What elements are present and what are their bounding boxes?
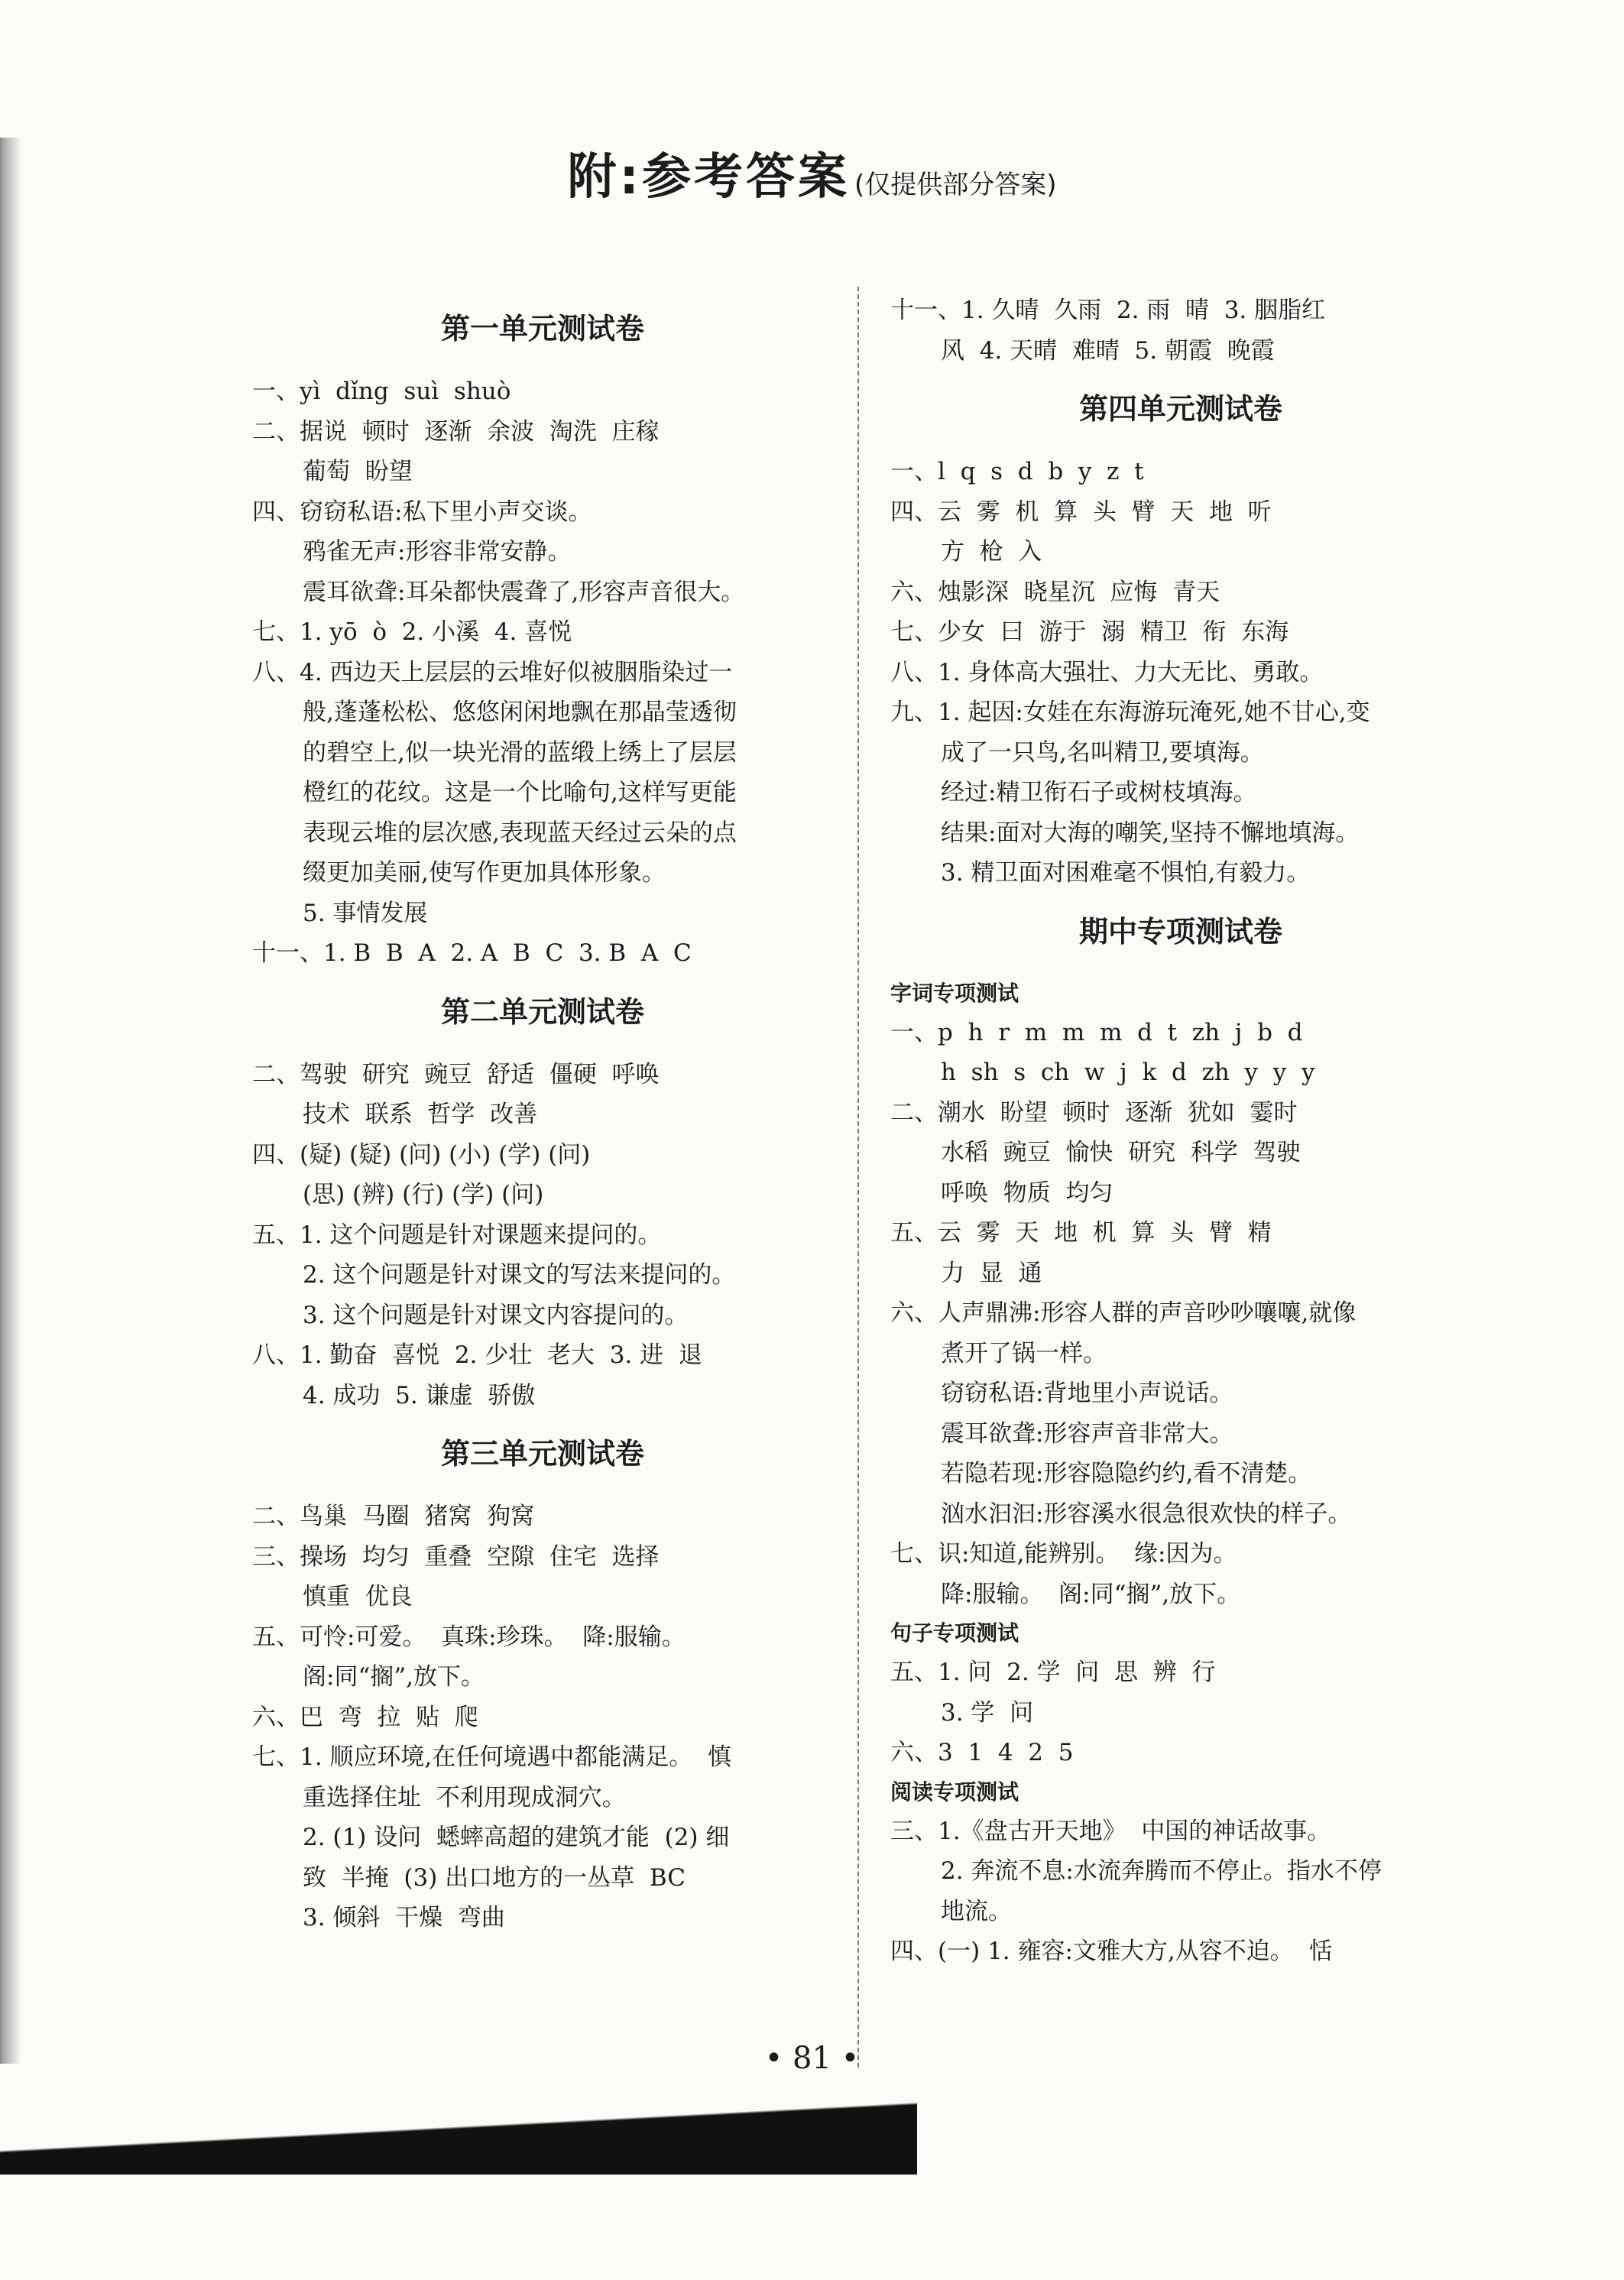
subsection-title: 阅读专项测试: [890, 1779, 1019, 1805]
answer-line: 煮开了锅一样。: [941, 1339, 1107, 1367]
answer-line: 六、烛影深 晓星沉 应悔 青天: [890, 578, 1220, 606]
answer-line: (思) (辨) (行) (学) (问): [303, 1181, 544, 1208]
section-title: 期中专项测试卷: [1078, 914, 1282, 949]
answer-line: 致 半掩 (3) 出口地方的一丛草 BC: [303, 1863, 686, 1892]
answer-line: 地流。: [941, 1897, 1012, 1925]
answer-line: 风 4. 天晴 难晴 5. 朝霞 晚霞: [941, 336, 1275, 365]
answer-line: 十一、1. B B A 2. A B C 3. B A C: [252, 939, 692, 967]
answer-line: 一、l q s d b y z t: [890, 458, 1144, 485]
answer-line: 的碧空上,似一块光滑的蓝缎上绣上了层层: [303, 738, 737, 767]
answer-line: 技术 联系 哲学 改善: [303, 1101, 538, 1128]
answer-line: 二、驾驶 研究 豌豆 舒适 僵硬 呼唤: [252, 1060, 660, 1088]
answer-line: 八、1. 身体高大强壮、力大无比、勇敢。: [890, 658, 1324, 686]
answer-line: 六、巴 弯 拉 贴 爬: [252, 1703, 478, 1731]
answer-line: 鸦雀无声:形容非常安静。: [303, 538, 572, 566]
answer-line: 八、1. 勤奋 喜悦 2. 少壮 老大 3. 进 退: [252, 1341, 702, 1369]
left-column: [252, 290, 833, 1938]
page-number: • 81 •: [764, 2041, 860, 2076]
answer-line: 二、潮水 盼望 顿时 逐渐 犹如 霎时: [890, 1098, 1298, 1127]
answer-line: 七、1. yō ò 2. 小溪 4. 喜悦: [252, 618, 572, 646]
answer-line: 4. 成功 5. 谦虚 骄傲: [303, 1381, 536, 1409]
answer-line: 葡萄 盼望: [303, 458, 413, 485]
answer-line: 重选择住址 不利用现成洞穴。: [303, 1783, 626, 1811]
section-title: 第三单元测试卷: [440, 1437, 644, 1471]
answer-line: 若隐若现:形容隐隐约约,看不清楚。: [941, 1460, 1312, 1487]
title-main: 附:参考答案: [567, 149, 851, 206]
answer-line: 慎重 优良: [303, 1583, 413, 1610]
answer-line: 成了一只鸟,名叫精卫,要填海。: [941, 738, 1264, 767]
scan-bottom-shadow: [0, 2098, 917, 2175]
answer-line: 震耳欲聋:形容声音非常大。: [941, 1419, 1233, 1448]
answer-line: 缀更加美丽,使写作更加具体形象。: [303, 859, 666, 887]
answer-line: 九、1. 起因:女娃在东海游玩淹死,她不甘心,变: [890, 699, 1370, 726]
answer-line: h sh s ch w j k d zh y y y: [941, 1059, 1315, 1086]
answer-line: 汹水汩汩:形容溪水很急很欢快的样子。: [941, 1500, 1352, 1528]
answer-line: 阁:同“搁”,放下。: [303, 1663, 485, 1691]
subsection-title: 句子专项测试: [890, 1620, 1019, 1646]
answer-line: 三、1.《盘古开天地》 中国的神话故事。: [890, 1817, 1331, 1845]
answer-line: 3. 学 问: [941, 1698, 1034, 1727]
answer-line: 四、云 雾 机 算 头 臂 天 地 听: [890, 498, 1272, 526]
answer-line: 七、1. 顺应环境,在任何境遇中都能满足。 慎: [252, 1743, 731, 1771]
answer-line: 结果:面对大海的嘲笑,坚持不懈地填海。: [941, 819, 1360, 847]
answer-line: 方 枪 入: [941, 538, 1042, 566]
answer-line: 力 显 通: [941, 1259, 1042, 1287]
answer-line: 橙红的花纹。这是一个比喻句,这样写更能: [303, 779, 737, 806]
answer-line: 四、(一) 1. 雍容:文雅大方,从容不迫。 恬: [890, 1938, 1333, 1965]
answer-line: 六、3 1 4 2 5: [890, 1739, 1074, 1766]
answer-line: 一、p h r m m m d t zh j b d: [890, 1018, 1303, 1046]
answer-line: 三、操场 均匀 重叠 空隙 住宅 选择: [252, 1542, 660, 1571]
answer-line: 窃窃私语:背地里小声说话。: [941, 1380, 1233, 1407]
answer-line: 降:服输。 阁:同“搁”,放下。: [941, 1580, 1241, 1608]
page-title: [0, 138, 1624, 208]
answer-line: 七、少女 曰 游于 溺 精卫 衔 东海: [890, 618, 1289, 646]
section-title: 第一单元测试卷: [440, 312, 644, 345]
answer-line: 水稻 豌豆 愉快 研究 科学 驾驶: [941, 1139, 1301, 1166]
right-column: [890, 290, 1471, 1972]
answer-line: 五、云 雾 天 地 机 算 头 臂 精: [890, 1219, 1272, 1247]
scan-edge-shadow: [0, 138, 31, 2064]
answer-line: 经过:精卫衔石子或树枝填海。: [941, 779, 1257, 806]
answer-line: 一、yì dǐng suì shuò: [252, 378, 511, 405]
answer-line: 3. 精卫面对困难毫不惧怕,有毅力。: [941, 859, 1311, 887]
answer-line: 四、窃窃私语:私下里小声交谈。: [252, 498, 592, 526]
column-divider: [857, 287, 859, 2068]
answer-line: 表现云堆的层次感,表现蓝天经过云朵的点: [303, 819, 737, 847]
answer-line: 2. 这个问题是针对课文的写法来提问的。: [303, 1261, 736, 1289]
answer-line: 二、据说 顿时 逐渐 余波 淘洗 庄稼: [252, 417, 660, 446]
answer-line: 五、1. 问 2. 学 问 思 辨 行: [890, 1659, 1216, 1686]
answer-line: 3. 倾斜 干燥 弯曲: [303, 1904, 505, 1931]
answer-line: 七、识:知道,能辨别。 缘:因为。: [890, 1540, 1237, 1568]
answer-line: 五、可怜:可爱。 真珠:珍珠。 降:服输。: [252, 1623, 686, 1651]
section-title: 第二单元测试卷: [440, 994, 644, 1029]
answer-line: 六、人声鼎沸:形容人群的声音吵吵嚷嚷,就像: [890, 1299, 1357, 1327]
answer-line: 震耳欲聋:耳朵都快震聋了,形容声音很大。: [303, 578, 745, 606]
answer-line: 2. 奔流不息:水流奔腾而不停止。指水不停: [941, 1857, 1382, 1885]
subsection-title: 字词专项测试: [890, 980, 1019, 1006]
title-sub: (仅提供部分答案): [854, 170, 1057, 200]
answer-line: 十一、1. 久晴 久雨 2. 雨 晴 3. 胭脂红: [890, 297, 1326, 324]
section-title: 第四单元测试卷: [1078, 392, 1282, 426]
answer-line: 2. (1) 设问 蟋蟀高超的建筑才能 (2) 细: [303, 1824, 730, 1851]
answer-line: 四、(疑) (疑) (问) (小) (学) (问): [252, 1140, 591, 1169]
answer-line: 5. 事情发展: [303, 899, 428, 927]
answer-line: 二、鸟巢 马圈 猪窝 狗窝: [252, 1503, 535, 1530]
answer-line: 五、1. 这个问题是针对课题来提问的。: [252, 1221, 662, 1249]
answer-line: 八、4. 西边天上层层的云堆好似被胭脂染过一: [252, 658, 733, 686]
answer-line: 3. 这个问题是针对课文内容提问的。: [303, 1301, 689, 1329]
answer-line: 呼唤 物质 均匀: [941, 1179, 1113, 1207]
answer-line: 般,蓬蓬松松、悠悠闲闲地飘在那晶莹透彻: [303, 699, 737, 726]
